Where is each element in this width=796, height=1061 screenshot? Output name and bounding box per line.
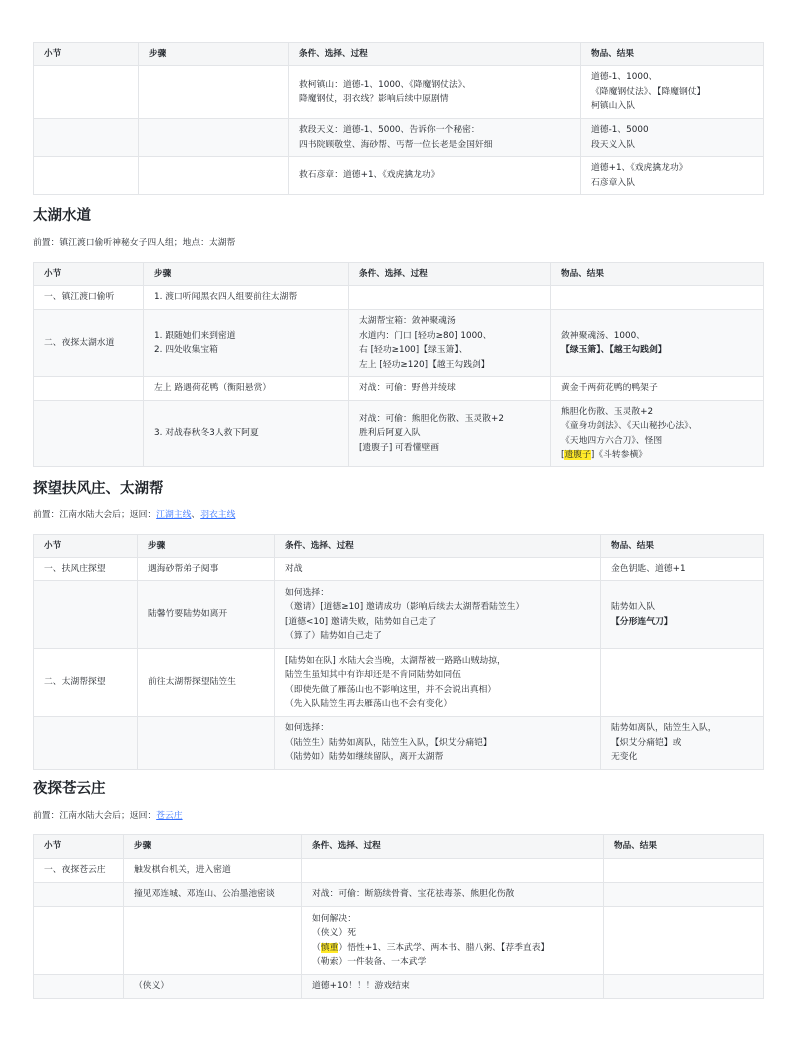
cell: 1. 渡口听闻黑衣四人组要前往太湖帮 xyxy=(144,286,349,310)
cell: 左上 路遇荷花鸭（衡阳悬赏） xyxy=(144,377,349,401)
prereq-label: 前置：江南水陆大会后；返回： xyxy=(33,811,157,821)
cell-line: 《降魔钢仗法》、【降魔钢仗】 xyxy=(591,86,706,97)
cell-line: 道德-1、5000 xyxy=(591,125,649,135)
cell-line: [道德<10] 邀请失败，陆势如自己走了 xyxy=(285,616,437,627)
table-row xyxy=(34,157,764,195)
cell xyxy=(601,649,764,717)
table-row xyxy=(34,859,764,883)
cell-line: 《童身功剑法》、《天山秘抄心法》、 xyxy=(561,421,698,431)
section-heading: 夜探苍云庄 xyxy=(33,781,106,797)
col-header-section: 小节 xyxy=(34,535,138,558)
cell xyxy=(34,907,124,975)
cell: 一、夜探苍云庄 xyxy=(34,859,124,883)
section-heading: 太湖水道 xyxy=(33,208,91,224)
cell-line: （算了）陆势如自己走了 xyxy=(285,631,382,641)
item-name: 【绿玉箫】 xyxy=(561,345,601,355)
prerequisite-text: 前置：镇江渡口偷听神秘女子四人组；地点：太湖帮 xyxy=(33,238,236,248)
cell-line: （先入队陆笠生再去雁荡山也不会有变化） xyxy=(285,699,453,709)
cell: 遇海砂帮弟子阋事 xyxy=(138,558,275,581)
cell xyxy=(139,157,289,195)
cell-line: 降魔钢仗，羽衣线？影响后续中原剧情 xyxy=(299,94,449,104)
cell xyxy=(275,581,601,649)
cell xyxy=(34,66,139,119)
cell-line: 如何解决： xyxy=(312,913,356,924)
cell xyxy=(601,717,764,770)
col-header-result: 物品、结果 xyxy=(551,263,764,286)
col-header-condition: 条件、选择、过程 xyxy=(275,535,601,558)
separator: 、 xyxy=(191,510,201,520)
cell xyxy=(581,157,764,195)
cell-line: 陆势如离队，陆笠生入队， xyxy=(611,723,717,734)
cell: （侠义） xyxy=(124,975,302,999)
col-header-section: 小节 xyxy=(34,263,144,286)
cell xyxy=(302,907,604,975)
cell-line: 2. 四处收集宝箱 xyxy=(154,345,218,355)
cell xyxy=(604,859,764,883)
cell xyxy=(124,907,302,975)
cell xyxy=(139,119,289,157)
cell xyxy=(289,66,581,119)
col-header-section: 小节 xyxy=(34,43,139,66)
prerequisite-text xyxy=(33,508,235,522)
cell: 前往太湖帮探望陆笠生 xyxy=(138,649,275,717)
cell xyxy=(34,119,139,157)
cell-line: 如何选择： xyxy=(285,587,329,598)
cell-line: 无变化 xyxy=(611,752,638,763)
highlight-text: 遗腹子 xyxy=(564,450,591,460)
cell xyxy=(604,975,764,999)
col-header-step: 步骤 xyxy=(124,835,302,859)
table-row xyxy=(34,401,764,467)
cell xyxy=(34,581,138,649)
cell-line: 《天地四方六合刀》、怪图 xyxy=(561,435,663,446)
highlight-text: 慎重 xyxy=(320,942,339,953)
col-header-result: 物品、结果 xyxy=(604,835,764,859)
cell: 陆馨竹要陆势如离开 xyxy=(138,581,275,649)
cell-line: 道德+1、《戏虎擒龙功》 xyxy=(591,163,688,173)
cell-line: 救石彦章：道德+1、《戏虎擒龙功》 xyxy=(299,170,440,181)
cell-text: ]《斗转参横》 xyxy=(590,450,648,460)
table-row xyxy=(34,66,764,119)
link-yuyi-mainline[interactable]: 羽衣主线 xyxy=(200,510,236,520)
cell xyxy=(34,883,124,907)
col-header-condition: 条件、选择、过程 xyxy=(302,835,604,859)
table-row xyxy=(34,717,764,770)
cell-line: 熊胆化伤散、玉灵散+2 xyxy=(561,406,654,417)
cell-line: 右 [轻功≥100]【绿玉箫】、 xyxy=(359,345,468,355)
cell xyxy=(138,717,275,770)
col-header-result: 物品、结果 xyxy=(581,43,764,66)
cell xyxy=(349,401,551,467)
cell xyxy=(581,66,764,119)
cell-line: 救段天义：道德-1、5000、告诉你一个秘密： xyxy=(299,125,480,135)
table-continued xyxy=(33,42,764,195)
table-row xyxy=(34,883,764,907)
section-heading: 探望扶风庄、太湖帮 xyxy=(33,481,164,497)
cell xyxy=(349,286,551,310)
cell: 黄金千两荷花鸭的鸭架子 xyxy=(551,377,764,401)
item-name: 、【越王勾践剑】 xyxy=(600,345,667,355)
cell xyxy=(139,66,289,119)
table-row xyxy=(34,907,764,975)
cell-line: 柯镇山入队 xyxy=(591,101,635,112)
cell xyxy=(34,717,138,770)
cell: 二、夜探太湖水道 xyxy=(34,310,144,377)
cell-line: 【炽艾分痛铠】或 xyxy=(611,737,682,748)
cell-line xyxy=(312,941,593,956)
col-header-result: 物品、结果 xyxy=(601,535,764,558)
cell-line: （邀请）[道德≥10] 邀请成功（影响后续去太湖帮看陆笠生） xyxy=(285,602,525,612)
cell-line: [陆势如在队] 水陆大会当晚，太湖帮被一路路山贼劫掠， xyxy=(285,655,506,666)
cell-line: [遗腹子]《斗转参横》 xyxy=(561,450,648,460)
table-row xyxy=(34,581,764,649)
cell-line: 陆势如入队 xyxy=(611,602,655,612)
cell-line: 左上 [轻功≥120]【越王勾践剑】 xyxy=(359,359,490,370)
col-header-step: 步骤 xyxy=(139,43,289,66)
table-fufeng-taihu-visit xyxy=(33,534,764,770)
cell xyxy=(349,310,551,377)
cell: 对战：可偷：断筋续骨膏、宝花祛毒茶、熊胆化伤散 xyxy=(302,883,604,907)
link-cangyun-manor[interactable]: 苍云庄 xyxy=(156,811,183,821)
table-row xyxy=(34,377,764,401)
prerequisite-text xyxy=(33,809,183,823)
cell-line: 水道内：门口 [轻功≥80] 1000、 xyxy=(359,330,492,341)
table-row xyxy=(34,975,764,999)
cell xyxy=(275,717,601,770)
cell-line: （陆势如）陆势如继续留队，离开太湖帮 xyxy=(285,752,444,763)
cell-line: 陆笠生虽知其中有诈却还是不肯同陆势如同伍 xyxy=(285,670,461,680)
cell xyxy=(302,859,604,883)
table-row xyxy=(34,558,764,581)
cell-text: （ xyxy=(312,942,321,953)
col-header-section: 小节 xyxy=(34,835,124,859)
col-header-condition: 条件、选择、过程 xyxy=(289,43,581,66)
cell xyxy=(551,401,764,467)
cell: 一、镇江渡口偷听 xyxy=(34,286,144,310)
cell-line: [遗腹子] 可看懂壁画 xyxy=(359,442,440,453)
cell: 金色钥匙、道德+1 xyxy=(601,558,764,581)
cell: 触发棋台机关，进入密道 xyxy=(124,859,302,883)
cell xyxy=(34,157,139,195)
cell-line: （勒索）一件装备、一本武学 xyxy=(312,957,427,967)
cell xyxy=(275,649,601,717)
cell-line: 段天义入队 xyxy=(591,139,635,150)
cell-line: （陆笠生）陆势如离队，陆笠生入队，【炽艾分痛铠】 xyxy=(285,737,492,748)
table-row xyxy=(34,310,764,377)
cell-line: 对战：可偷：熊胆化伤散、玉灵散+2 xyxy=(359,413,504,424)
cell-line: （侠义）死 xyxy=(312,928,356,938)
cell xyxy=(34,975,124,999)
table-row xyxy=(34,286,764,310)
cell-line: （即使先做了雁荡山也不影响这里，并不会说出真相） xyxy=(285,684,497,695)
cell-line: 1. 跟随她们来到密道 xyxy=(154,330,236,341)
cell xyxy=(581,119,764,157)
cell-line: 四书院顾敬堂、海砂帮、丐帮一位长老是金国奸细 xyxy=(299,139,493,150)
cell xyxy=(551,310,764,377)
cell-line: 救柯镇山：道德-1、1000、《降魔钢仗法》、 xyxy=(299,79,471,90)
cell-text: ）悟性+1、三本武学、两本书、腊八粥、【荐季直表】 xyxy=(338,942,550,953)
item-name: 【分形连气刀】 xyxy=(611,616,673,627)
cell: 对战 xyxy=(275,558,601,581)
cell-line: 太湖帮宝箱：敛神聚魂汤 xyxy=(359,316,456,326)
cell-line xyxy=(561,343,753,358)
col-header-step: 步骤 xyxy=(138,535,275,558)
cell-line: 胜利后阿夏入队 xyxy=(359,428,421,439)
cell-line: 道德-1、1000、 xyxy=(591,72,658,83)
prereq-label: 前置：江南水陆大会后；返回： xyxy=(33,510,157,520)
cell xyxy=(34,401,144,467)
cell-line: 如何选择： xyxy=(285,723,329,734)
cell: 二、太湖帮探望 xyxy=(34,649,138,717)
cell xyxy=(601,581,764,649)
table-cangyun-night xyxy=(33,834,764,999)
cell xyxy=(34,377,144,401)
cell-line: 敛神聚魂汤、1000、 xyxy=(561,330,645,341)
cell xyxy=(551,286,764,310)
cell: 撞见邓连城、邓连山、公冶墨池密谈 xyxy=(124,883,302,907)
col-header-condition: 条件、选择、过程 xyxy=(349,263,551,286)
cell: 对战：可偷：野兽并绫球 xyxy=(349,377,551,401)
cell xyxy=(289,119,581,157)
cell: 3. 对战春秋冬3人救下阿夏 xyxy=(144,401,349,467)
cell: 道德+10！！！游戏结束 xyxy=(302,975,604,999)
table-row xyxy=(34,119,764,157)
cell xyxy=(289,157,581,195)
cell-line: 石彦章入队 xyxy=(591,177,635,188)
cell xyxy=(604,883,764,907)
table-taihu-waterway xyxy=(33,262,764,467)
cell xyxy=(604,907,764,975)
link-jianghu-mainline[interactable]: 江湖主线 xyxy=(156,510,192,520)
col-header-step: 步骤 xyxy=(144,263,349,286)
cell: 一、扶风庄探望 xyxy=(34,558,138,581)
cell xyxy=(144,310,349,377)
table-row xyxy=(34,649,764,717)
